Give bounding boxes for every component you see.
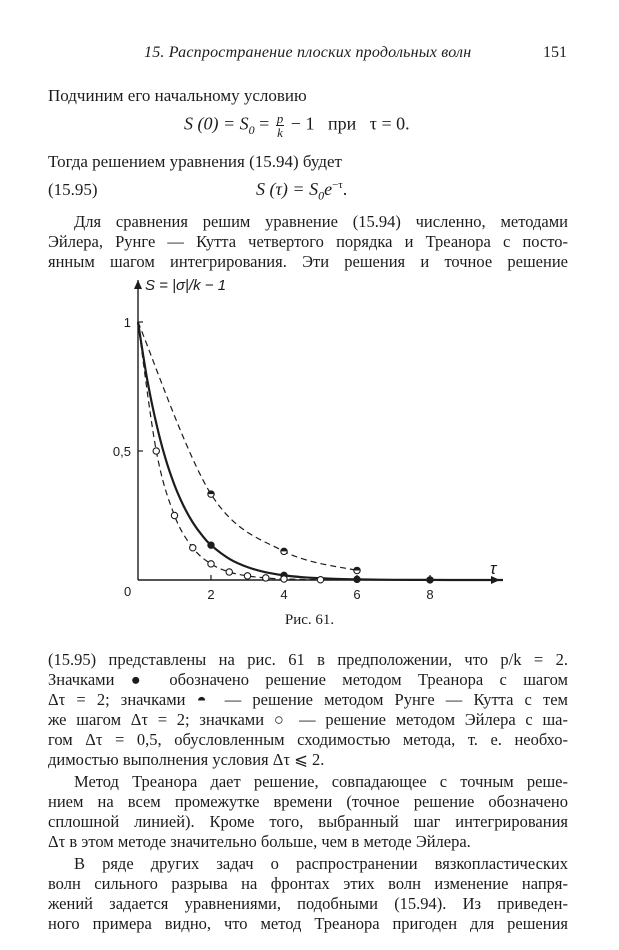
runge-kutta-curve	[138, 322, 357, 571]
eq1-lhs: S (0) = S	[184, 113, 249, 134]
euler-marker	[281, 576, 287, 582]
eq1-sub: 0	[248, 123, 255, 138]
x-tick-label: 8	[426, 587, 434, 602]
text-line-initial-condition: Подчиним его начальному условию	[48, 86, 307, 105]
runge-kutta-marker	[354, 567, 360, 573]
euler-marker	[153, 448, 159, 454]
text-line-solution-intro: Тогда решением уравнения (15.94) будет	[48, 152, 342, 171]
paragraph-line: Значками ● обозначено решение методом Треанора с шагом	[48, 670, 568, 689]
euler-curve	[138, 322, 321, 580]
eq2-exp-base: e	[324, 179, 333, 199]
figure-caption: Рис. 61.	[284, 612, 335, 628]
euler-marker	[171, 512, 177, 518]
euler-marker	[244, 573, 250, 579]
eq1-eq: =	[254, 113, 274, 134]
eq2-exponent: −τ	[332, 179, 343, 191]
x-tick-label: 4	[280, 587, 288, 602]
eq1-denominator: k	[277, 125, 283, 140]
eq2-end: .	[342, 179, 348, 199]
y-tick-label: 0,5	[112, 444, 131, 459]
x-tick-label: 6	[353, 587, 361, 602]
eq2-lhs: S (τ) = S	[256, 179, 319, 199]
runge-kutta-marker	[208, 491, 214, 497]
paragraph-treanor	[48, 772, 568, 852]
paragraph-other-problems	[48, 854, 568, 934]
euler-marker	[226, 569, 232, 575]
treanor-marker	[208, 542, 214, 548]
paragraph-line: В ряде других задач о распространении вязкопластических	[74, 854, 568, 873]
paragraph-line: (15.95) представлены на рис. 61 в предположении, что p/k = 2.	[48, 650, 568, 669]
euler-marker	[190, 545, 196, 551]
equation-label: (15.95)	[48, 180, 98, 199]
treanor-marker	[427, 577, 433, 583]
runge-kutta-marker	[281, 548, 287, 554]
euler-marker	[208, 561, 214, 567]
paragraph-line: жений задается уравнениями, подобными (15.94). Из приведен-	[48, 894, 568, 913]
running-title: 15. Распространение плоских продольных волн	[144, 44, 472, 61]
paragraph-line: гом Δτ = 0,5, обусловленным сходимостью метода, т. е. необхо-	[48, 730, 568, 749]
paragraph-line: Для сравнения решим уравнение (15.94) численно, методами	[74, 212, 568, 231]
euler-marker	[317, 577, 323, 583]
paragraph-line: волн сильного разрыва на фронтах этих волн изменение напря-	[48, 874, 568, 893]
y-tick-label: 1	[123, 315, 131, 330]
paragraph-line: Δτ в этом методе значительно больше, чем в методе Эйлера.	[48, 832, 471, 851]
x-axis-label: τ	[490, 559, 497, 578]
paragraph-line: Эйлера, Рунге — Кутта четвертого порядка и Треанора с посто-	[48, 232, 568, 251]
paragraph-line: сплошной линией). Кроме того, выбранный шаг интегрирования	[48, 812, 568, 831]
eq2-sub: 0	[318, 188, 325, 203]
paragraph-line: Метод Треанора дает решение, совпадающее с точным реше-	[74, 772, 568, 791]
y-axis-label: S = |σ|/k − 1	[145, 277, 227, 294]
eq1-numerator: p	[276, 111, 284, 126]
paragraph-line: нием на всем промежутке времени (точное решение обозначено	[48, 792, 568, 811]
paragraph-legend	[48, 650, 568, 770]
paragraph-line: же шагом Δτ = 2; значками ○ — решение методом Эйлера с ша-	[48, 710, 568, 729]
origin-label: 0	[124, 584, 132, 599]
paragraph-line: димостью выполнения условия Δτ ⩽ 2.	[48, 750, 325, 769]
paragraph-line: ного примера видно, что метод Треанора пригоден для решения	[48, 914, 568, 933]
x-tick-label: 2	[207, 587, 215, 602]
eq1-tail: − 1 при τ = 0.	[286, 113, 410, 134]
paragraph-line: Δτ = 2; значками ◓ — решение методом Рунге — Кутта с тем	[48, 690, 568, 709]
page-number: 151	[543, 44, 567, 61]
euler-marker	[263, 575, 269, 581]
exact-solution-curve	[138, 322, 503, 580]
paragraph-line: янным шагом интегрирования. Эти решения и точное решение	[48, 252, 568, 271]
treanor-marker	[354, 576, 360, 582]
